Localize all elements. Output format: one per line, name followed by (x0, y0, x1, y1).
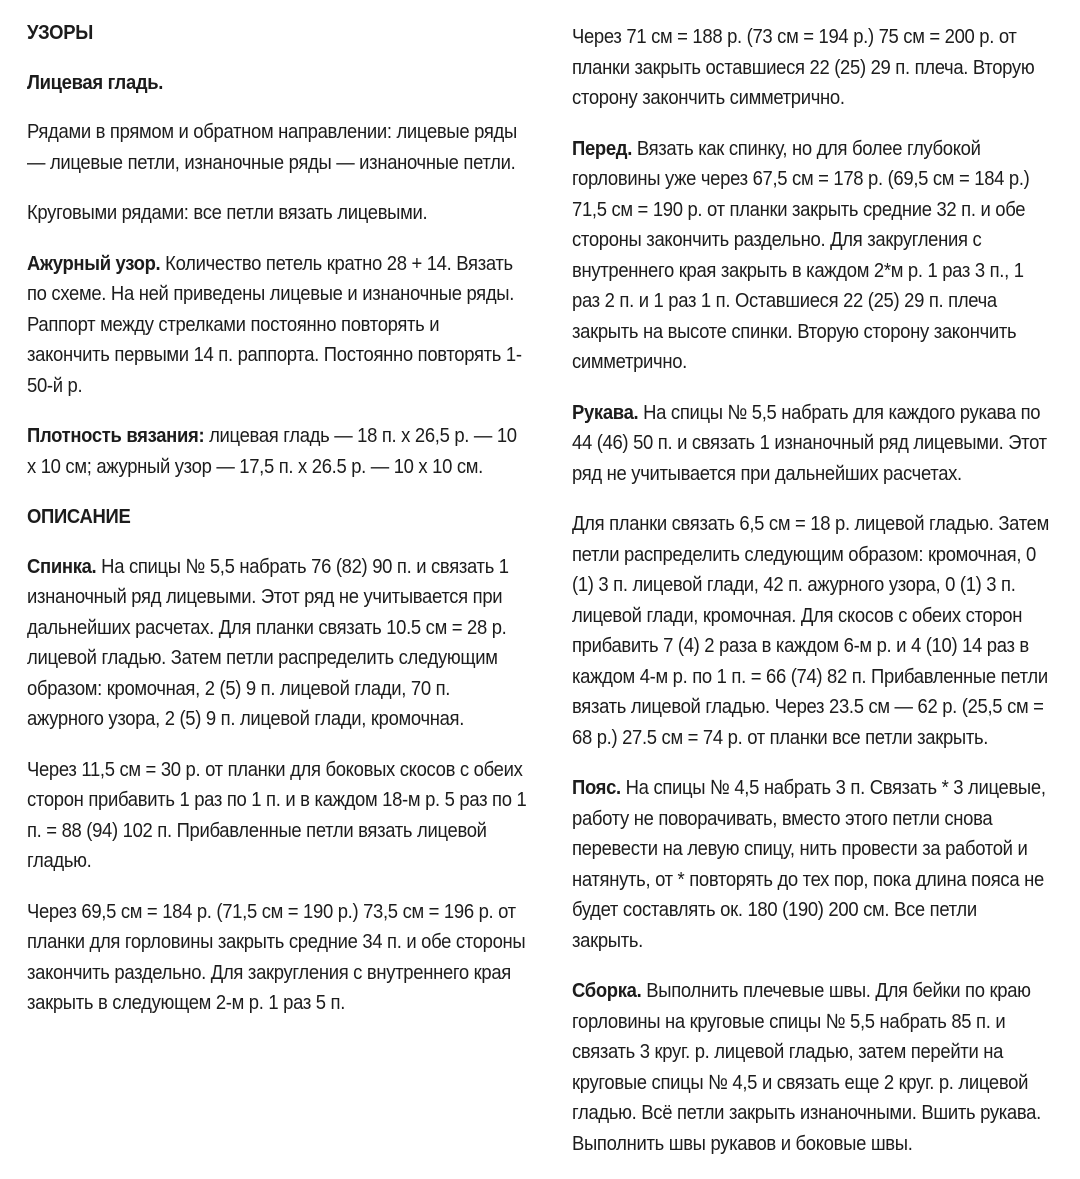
front-paragraph (572, 134, 1049, 378)
gauge-text: лицевая гладь — 18 п. х 26,5 р. — 10 х 10 см; ажурный узор — 17,5 п. х 26.5 р. — 10 х 10 см. (27, 424, 517, 478)
right-column (572, 0, 1049, 1179)
left-column (27, 0, 527, 1039)
back-continuation-paragraph: Через 71 см = 188 р. (73 см = 194 р.) 75 см = 200 р. от планки закрыть оставшиеся 22 (25) 29 п. плеча. Вторую сторону закончить симметрично. (572, 25, 1035, 109)
belt-text: На спицы № 4,5 набрать 3 п. Связать * 3 лицевые, работу не поворачивать, вместо этого петли снова перевести на левую спицу, нить провести за работой и натянуть, от * повторять до тех пор, пока длина пояса не будет составлять ок. 180 (190) 200 см. Все петли закрыть. (572, 776, 1046, 952)
openwork-text: Количество петель кратно 28 + 14. Вязать по схеме. На ней приведены лицевые и изнаночные ряды. Раппорт между стрелками постоянно повторять и закончить первыми 14 п. раппорта. Постоянно повторять 1-50-й р. (27, 251, 522, 397)
gauge-paragraph (27, 421, 527, 482)
back-lead: Спинка. (27, 554, 97, 578)
sleeves-lead: Рукава. (572, 400, 639, 424)
section-heading-patterns: УЗОРЫ (27, 21, 93, 44)
sleeves-paragraph (572, 398, 1049, 490)
stockinette-title: Лицевая гладь. (27, 70, 164, 94)
back-text: На спицы № 5,5 набрать 76 (82) 90 п. и связать 1 изнаночный ряд лицевыми. Этот ряд не учитывается при дальнейших расчетах. Для планки связать 10.5 см = 28 р. лицевой гладью. Затем петли распределить следующим образом: кромочная, 2 (5) 9 п. лицевой глади, 70 п. ажурного узора, 2 (5) 9 п. лицевой глади, кромочная. (27, 554, 509, 730)
gauge-lead: Плотность вязания: (27, 424, 205, 447)
sleeves-band-paragraph: Для планки связать 6,5 см = 18 р. лицевой гладью. Затем петли распределить следующим образом: кромочная, 0 (1) 3 п. лицевой глади, 42 п. ажурного узора, 0 (1) 3 п. лицевой глади, кромочная. Для скосов с обеих сторон прибавить 7 (4) 2 раза в каждом 6-м р. и 4 (10) 14 раз в каждом 4-м р. по 1 п. = 66 (74) 82 п. Прибавленные петли вязать лицевой гладью. Через 23.5 см — 62 р. (25,5 см = 68 р.) 27.5 см = 74 р. от планки все петли закрыть. (572, 512, 1049, 749)
front-text: Вязать как спинку, но для более глубокой горловины уже через 67,5 см = 178 р. (69,5 см = 184 р.) 71,5 см = 190 р. от планки закрыть средние 32 п. и обе стороны закончить раздельно. Для закругления с внутреннего края закрыть в каждом 2*м р. 1 раз 3 п., 1 раз 2 п. и 1 раз 1 п. Оставшиеся 22 (25) 29 п. плеча закрыть на высоте спинки. Вторую сторону закончить симметрично. (572, 136, 1030, 373)
assembly-text: Выполнить плечевые швы. Для бейки по краю горловины на круговые спицы № 5,5 набрать 85 п. и связать 3 круг. р. лицевой гладью, затем перейти на круговые спицы № 4,5 и связать еще 2 круг. р. лицевой гладью. Всё петли закрыть изнаночными. Вшить рукава. Выполнить швы рукавов и боковые швы. (572, 979, 1041, 1155)
back-paragraph (27, 552, 527, 735)
sleeves-text: На спицы № 5,5 набрать для каждого рукава по 44 (46) 50 п. и связать 1 изнаночный ряд лицевыми. Этот ряд не учитывается при дальнейших расчетах. (572, 400, 1047, 485)
front-lead: Перед. (572, 136, 633, 160)
openwork-lead: Ажурный узор. (27, 251, 161, 275)
belt-paragraph (572, 773, 1049, 956)
openwork-paragraph (27, 249, 527, 402)
belt-lead: Пояс. (572, 776, 621, 799)
assembly-lead: Сборка. (572, 979, 642, 1002)
stockinette-rounds-paragraph: Круговыми рядами: все петли вязать лицевыми. (27, 201, 428, 224)
back-increases-paragraph: Через 11,5 см = 30 р. от планки для боковых скосов с обеих сторон прибавить 1 раз по 1 п. и в каждом 18-м р. 5 раз по 1 п. = 88 (94) 102 п. Прибавленные петли вязать лицевой гладью. (27, 757, 527, 872)
section-heading-description: ОПИСАНИЕ (27, 505, 131, 528)
assembly-paragraph (572, 976, 1049, 1159)
stockinette-rows-paragraph: Рядами в прямом и обратном направлении: лицевые ряды — лицевые петли, изнаночные ряды — изнаночные петли. (27, 120, 517, 174)
back-neckline-paragraph: Через 69,5 см = 184 р. (71,5 см = 190 р.) 73,5 см = 196 р. от планки для горловины закрыть средние 34 п. и обе стороны закончить раздельно. Для закругления с внутреннего края закрыть в следующем 2-м р. 1 раз 5 п. (27, 899, 526, 1014)
